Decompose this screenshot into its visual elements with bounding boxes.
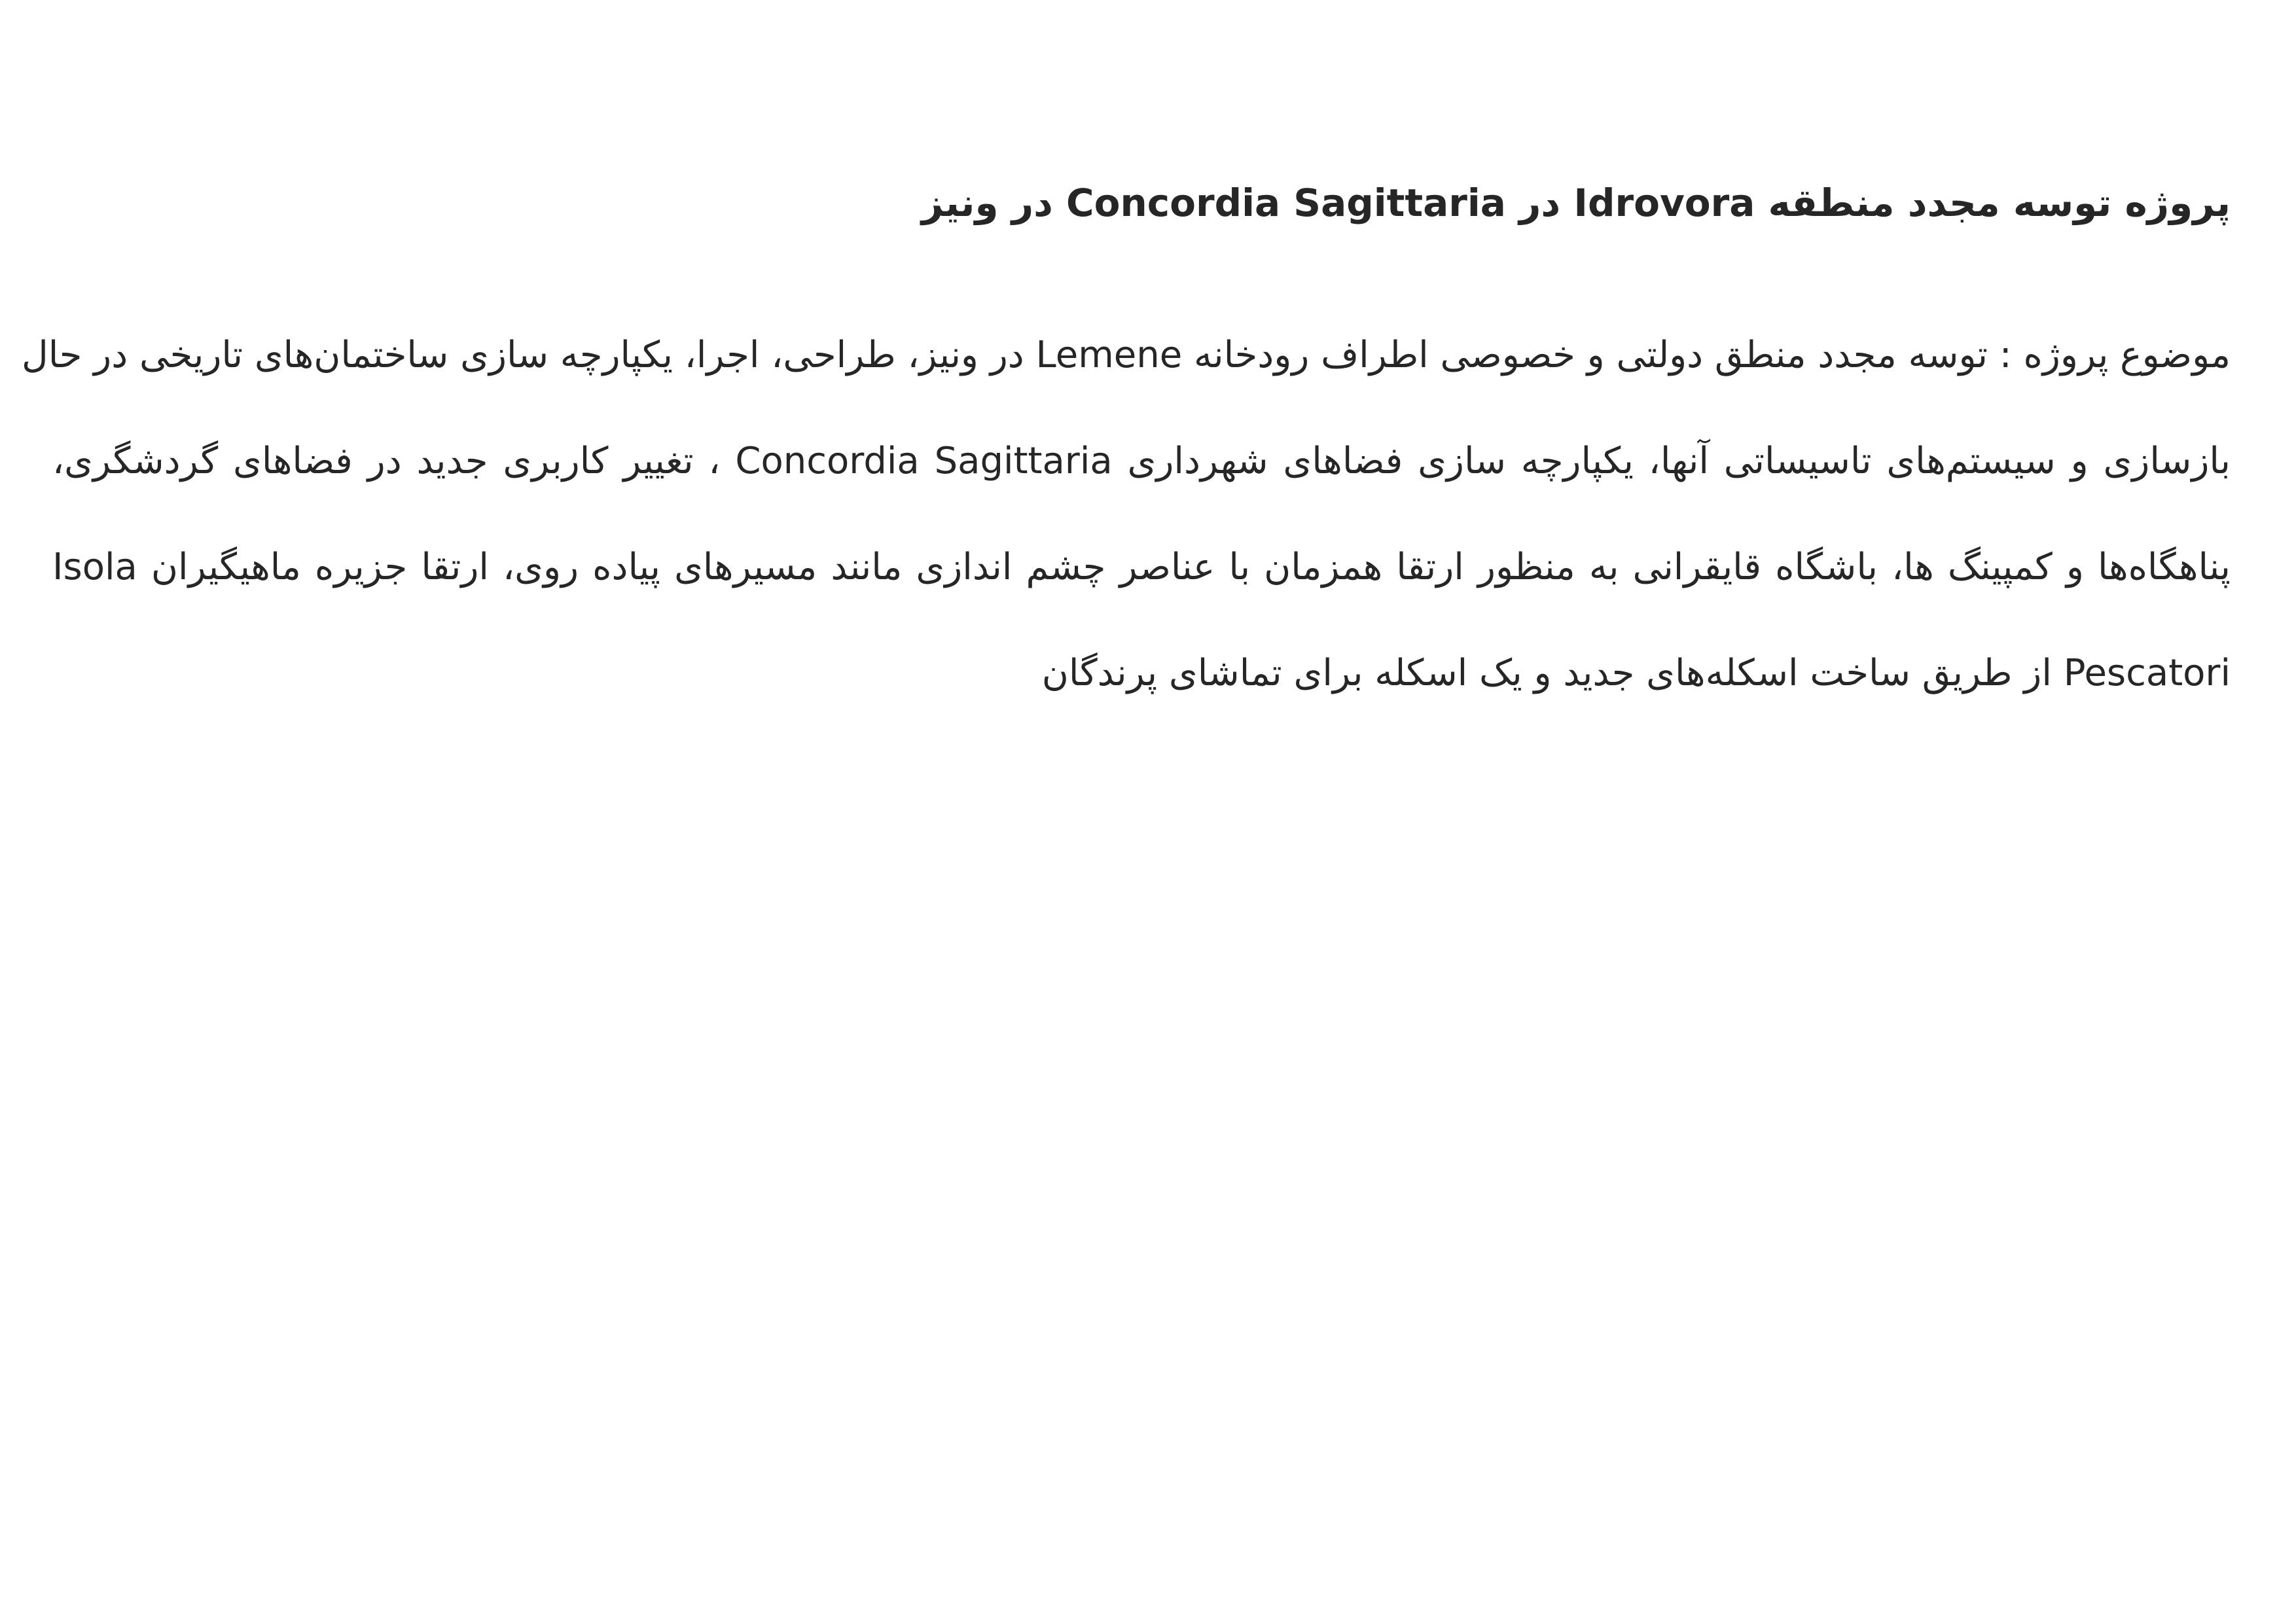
project-description [22, 302, 2231, 726]
document-title: پروژه توسه مجدد منطقه Idrovora در Concordia Sagittaria در ونیز [921, 181, 2231, 225]
document-content [22, 177, 2231, 726]
paragraph-line: بازسازی و سیستم‌های تاسیساتی آنها، یکپارچه سازی فضاهای شهرداری Concordia Sagittaria ، تغییر کاربری جدید در فضاهای گردشگری، [52, 440, 2231, 482]
paragraph-line: Pescatori از طریق ساخت اسکله‌های جدید و یک اسکله برای تماشای پرندگان [1041, 652, 2231, 694]
paragraph-line: پناهگاه‌ها و کمپینگ ها، باشگاه قایقرانی به منظور ارتقا همزمان با عناصر چشم اندازی مانند مسیرهای پیاده روی، ارتقا جزیره ماهیگیران Isola [52, 546, 2231, 588]
paragraph-line: موضوع پروژه : توسه مجدد منطق دولتی و خصوصی اطراف رودخانه Lemene در ونیز، طراحی، اجرا، یکپارچه سازی ساختمان‌های تاریخی در حال [22, 334, 2231, 376]
